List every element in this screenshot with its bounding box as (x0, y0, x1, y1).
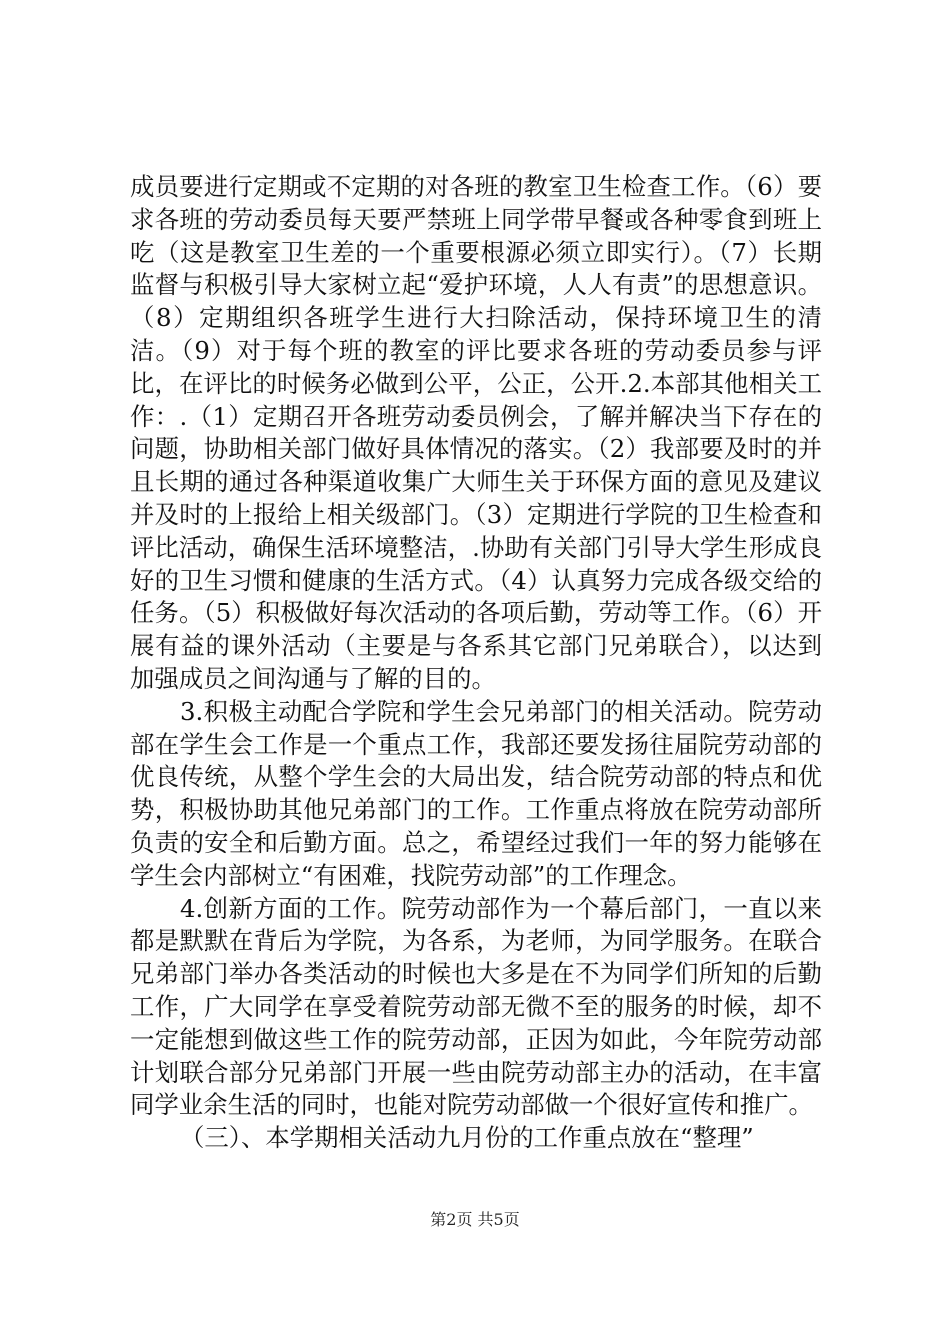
paragraph-section-3-activities: （三）、本学期相关活动九月份的工作重点放在“整理” (180, 1123, 754, 1153)
document-body (130, 171, 822, 1155)
page-footer: 第2页 共5页 (430, 1210, 520, 1229)
paragraph-item-4-innovation: 4.创新方面的工作。院劳动部作为一个幕后部门，一直以来都是默默在背后为学院，为各系，为老师，为同学服务。在联合兄弟部门举办各类活动的时候也大多是在不为同学们所知的后勤工作，广大同学在享受着院劳动部无微不至的服务的时候，却不一定能想到做这些工作的院劳动部，正因为如此，今年院劳动部计划联合部分兄弟部门开展一些由院劳动部主办的活动，在丰富同学业余生活的同时，也能对院劳动部做一个很好宣传和推广。 (130, 893, 822, 1120)
paragraph-item-3-cooperation: 3.积极主动配合学院和学生会兄弟部门的相关活动。院劳动部在学生会工作是一个重点工作，我部还要发扬往届院劳动部的优良传统，从整个学生会的大局出发，结合院劳动部的特点和优势，积极协助其他兄弟部门的工作。工作重点将放在院劳动部所负责的安全和后勤方面。总之，希望经过我们一年的努力能够在学生会内部树立“有困难，找院劳动部”的工作理念。 (130, 696, 822, 890)
paragraph-labor-duties: 成员要进行定期或不定期的对各班的教室卫生检查工作。（6）要求各班的劳动委员每天要严禁班上同学带早餐或各种零食到班上吃（这是教室卫生差的一个重要根源必须立即实行）。（7）长期监督与积极引导大家树立起“爱护环境，人人有责”的思想意识。（8）定期组织各班学生进行大扫除活动，保持环境卫生的清洁。（9）对于每个班的教室的评比要求各班的劳动委员参与评比，在评比的时候务必做到公平，公正，公开.2.本部其他相关工作：.（1）定期召开各班劳动委员例会，了解并解决当下存在的问题，协助相关部门做好具体情况的落实。（2）我部要及时的并且长期的通过各种渠道收集广大师生关于环保方面的意见及建议并及时的上报给上相关级部门。（3）定期进行学院的卫生检查和评比活动，确保生活环境整洁，.协助有关部门引导大学生形成良好的卫生习惯和健康的生活方式。（4）认真努力完成各级交给的任务。（5）积极做好每次活动的各项后勤，劳动等工作。（6）开展有益的课外活动（主要是与各系其它部门兄弟联合），以达到加强成员之间沟通与了解的目的。 (130, 172, 822, 693)
